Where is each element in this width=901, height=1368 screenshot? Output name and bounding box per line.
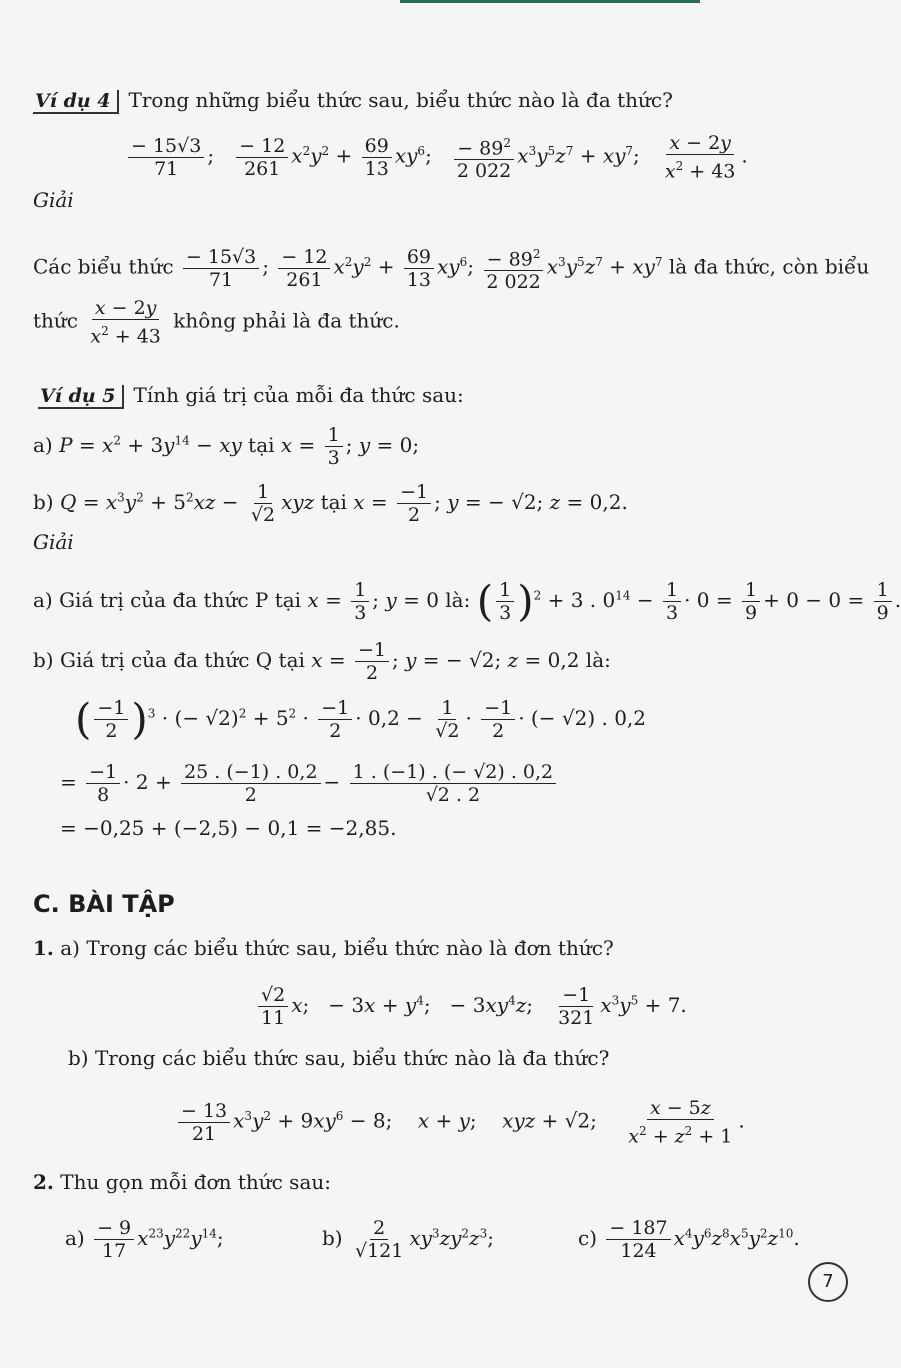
page-number: 7 [808, 1262, 848, 1302]
exercise-2-part-b: b) $\frac{2}{√121}$ $xy^3zy^2z^3$; [322, 1217, 494, 1262]
exercise-2-parts: a) $\frac{- 9}{17}$ $x^{23}y^{22}y^{14}$; [65, 1217, 224, 1262]
exercise-1a: 1. a) Trong các biểu thức sau, biểu thức nào là đơn thức? [33, 936, 614, 960]
example-4-header [33, 88, 673, 113]
example-5-part-b: b) $Q = x^3y^2 + 5^2xz$ − $\frac{1}{√2}$ xyz tại x = $\frac{-1}{2}$ ; y = − √2; z = 0,2. [33, 481, 628, 526]
example-5-result: = −0,25 + (−2,5) − 0,1 = −2,85. [60, 816, 397, 840]
example-4-answer-line1: Các biểu thức $\frac{- 15√3}{71}$ ; $\frac{- 12}{261}$ $x^2y^2$ + $\frac{69}{13}$ $xy^6$; $\frac{- 89^2}{2 022}$ $x^3y^5z^7 + xy^7$ là đa thức, còn biểu [33, 245, 870, 294]
example-5-solution-label: Giải [33, 530, 74, 554]
top-border [400, 0, 700, 3]
example-5-calc-line2: = $\frac{-1}{8}$ · 2 + $\frac{25 . (-1) . 0,2}{2}$ − $\frac{1 . (-1) . (- √2) . 0,2}{√2 . 2}$ [60, 762, 559, 805]
example-4-solution-label: Giải [33, 188, 74, 212]
example-5-solution-b: b) Giá trị của đa thức Q tại x = $\frac{-1}{2}$ ; y = − √2; z = 0,2 là: [33, 639, 611, 684]
section-title: C. BÀI TẬP [33, 890, 175, 918]
example-5-solution-a: a) Giá trị của đa thức P tại x = $\frac{1}{3}$ ; y = 0 là: ( $\frac{1}{3}$ )$^2$ + 3 . $0^{14}$ − $\frac{1}{3}$ · 0 = $\frac{1}{9}$ + 0 − 0 = $\frac{1}{9}$ . [33, 576, 901, 626]
example-4-answer-line2: thức $\frac{x - 2y}{x^2 + 43}$ không phải là đa thức. [33, 297, 400, 348]
exercise-1b-expressions: $\frac{- 13}{21}$ $x^3y^2 + 9xy^6 - 8$; x + y; xyz + √2; $\frac{x - 5z}{x^2 + z^2 + 1}$ . [175, 1098, 745, 1146]
example-4-expressions: $\frac{- 15√3}{71}$ ; $\frac{- 12}{261}$ $x^2y^2$ + $\frac{69}{13}$ $xy^6$; $\frac{- 89^2}{2 022}$ $x^3y^5z^7 + xy^7$; $\frac{x - 2y}{x^2 + 43}$ . [125, 133, 748, 181]
example-5-calc-line1: ( $\frac{-1}{2}$ )$^3$ · (− $√2)^2 + 5^2$ · $\frac{-1}{2}$ · 0,2 − $\frac{1}{√2}$ · $\frac{-1}{2}$ · (− √2) . 0,2 [75, 694, 647, 744]
example-5-header [38, 383, 464, 408]
example-5-label: Ví dụ 5 [38, 385, 124, 409]
example-4-question: Trong những biểu thức sau, biểu thức nào là đa thức? [128, 88, 673, 112]
example-5-question: Tính giá trị của mỗi đa thức sau: [133, 383, 464, 407]
exercise-2: 2. Thu gọn mỗi đơn thức sau: [33, 1170, 331, 1194]
exercise-2-part-c: c) $\frac{- 187}{124}$ $x^4y^6z^8x^5y^2z^{10}$. [578, 1217, 800, 1262]
example-4-label: Ví dụ 4 [33, 90, 119, 114]
example-5-part-a: a) $P = x^2 + 3y^{14}$ − xy tại x = $\frac{1}{3}$ ; y = 0; [33, 424, 420, 469]
exercise-1b: b) Trong các biểu thức sau, biểu thức nào là đa thức? [68, 1046, 610, 1070]
exercise-1a-expressions: $\frac{√2}{11}$ x; − $3x + y^4$; − $3xy^4z$; $\frac{-1}{321}$ $x^3y^5 + 7$. [255, 985, 687, 1028]
